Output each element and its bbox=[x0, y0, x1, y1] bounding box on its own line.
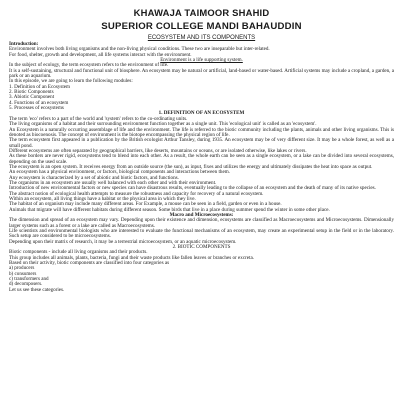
list-item: 4. Functions of an ecosystem bbox=[9, 99, 69, 106]
list-item: d) decomposers. bbox=[9, 281, 43, 288]
module-list bbox=[9, 85, 394, 112]
section-heading: 2. BIOTIC COMPONENTS bbox=[172, 244, 231, 251]
subsection-heading: Macro and Microecosystems: bbox=[169, 212, 234, 218]
body-paragraph: The organisms in an ecosystem are usually well balanced with each other and with their environment. bbox=[9, 179, 217, 186]
intro-paragraph: It is a self-sustaining, structural and functional unit of biosphere. An ecosystem may be natural or artificial, land-based or water-based. Artificial systems may include a cropland, a garden, a park or an aquarium. bbox=[9, 67, 394, 80]
body-paragraph: Different ecosystems are often separated by geographical barriers, like deserts, mountains or oceans, or are isolated otherwise, like lakes or rivers. bbox=[9, 147, 307, 154]
body-paragraph: The habitat of an organism may include many different areas. For Example, a mouse can be seen in a field, garden or even in a house. bbox=[9, 201, 282, 208]
intro-paragraph: Environment involves both living organisms and the non-living physical conditions. These two are inseparable but inter-related. bbox=[9, 46, 270, 53]
list-item: 1. Definition of an Ecosystem bbox=[9, 83, 70, 90]
list-item: b) consumers bbox=[9, 270, 37, 277]
body-paragraph: The living organisms of a habitat and their surrounding environment function together as a single unit. This 'ecological unit' is called as an 'ecosystem'. bbox=[9, 121, 317, 128]
body-paragraph: Introduction of new environmental factors or new species can have disastrous results, eventually leading to the collapse of an ecosystem and the death of many of its native species. bbox=[9, 185, 376, 192]
body-paragraph: Within an ecosystem, all living things have a habitat or the physical area in which they live. bbox=[9, 195, 196, 202]
college-title: SUPERIOR COLLEGE MANDI BAHAUDDIN bbox=[101, 21, 302, 32]
body-paragraph: Any ecosystem is characterized by a set of abiotic and biotic factors, and functions. bbox=[9, 174, 179, 181]
intro-heading: Introduction: bbox=[9, 41, 39, 47]
body-paragraph: The term ecosystem first appeared in a publication by the British ecologist Arthur Tansley, during 1935. An ecosystem may be of very different size. It may be a whole forest, as well as a small pond. bbox=[9, 137, 394, 149]
body-paragraph: An Ecosystem is a naturally occurring assemblage of life and the environment. The life is referred to the biotic community including the plants, animals and other living organisms. This is denoted as biocoenosis. The concept of environment is the biotope encompassing the physical region of life. bbox=[9, 126, 394, 138]
intro-paragraph: For food, shelter, growth and development, all life systems interact with the environment. bbox=[9, 51, 192, 58]
body-paragraph: Life scientists and environmental biologists who are interested to evaluate the functional mechanisms of an ecosystem, may create an experimental setup in the field or in the laboratory. Such setup are considered to be microecosystems. bbox=[9, 228, 394, 240]
category-list bbox=[9, 266, 394, 287]
intro-paragraph: In the subject of ecology, the term ecosystem refers to the environment of life. bbox=[9, 62, 169, 69]
list-item: 2. Biotic Components bbox=[9, 89, 54, 96]
body-paragraph: An ecosystem has a physical environment, or factors, biological components and interactions between them. bbox=[9, 169, 230, 176]
list-item: 3. Abiotic Component bbox=[9, 94, 55, 101]
list-item: 5. Processes of ecosystems bbox=[9, 105, 64, 112]
body-paragraph: The ecosystem is an open system. It receives energy from an outside source (the sun), as input, fixes and utilizes the energy and ultimately dissipates the heat into space as output. bbox=[9, 163, 373, 170]
body-paragraph: Let us see these categories. bbox=[9, 286, 65, 293]
body-paragraph: This group includes all animals, plants, bacteria, fungi and their waste products like fallen leaves or branches or excreta. bbox=[9, 254, 254, 261]
topic-title: ECOSYSTEM AND ITS COMPONENTS bbox=[147, 35, 256, 41]
section-heading: 1. DEFINITION OF AN ECOSYSTEM bbox=[158, 110, 245, 117]
intro-paragraph: In this episode, we are going to learn the following modules: bbox=[9, 78, 133, 85]
body-paragraph: As these borders are never rigid, ecosystems tend to blend into each other. As a result, the whole earth can be seen as a single ecosystem, or a lake can be divided into several ecosystems, depending on the used scale. bbox=[9, 153, 394, 165]
body-paragraph: Animals that migrate will have different habitats during different season. Some birds that live in a place during summer spend the winter in some other place. bbox=[9, 206, 330, 213]
body-paragraph: The dimension and spread of an ecosystem may vary. Depending upon their existence and dimension, ecosystems are classified as Macroecosystems and Microecosystems. Dimensionally larger systems such as a forest or a lake are called as Macroecosystems. bbox=[9, 217, 394, 229]
author-title: KHAWAJA TAIMOOR SHAHID bbox=[133, 7, 270, 18]
list-item: a) producers bbox=[9, 265, 35, 272]
body-paragraph: Biotic components - include all living organisms and their products. bbox=[9, 249, 148, 256]
list-item: c) transformers and bbox=[9, 276, 49, 283]
body-paragraph: The abstract notion of ecological health attempts to measure the robustness and capacity for recovery of a natural ecosystem. bbox=[9, 190, 264, 197]
body-paragraph: Depending upon their matrix of research, it may be a terrestrial microecosystem, or an aquatic microecosystem. bbox=[9, 238, 237, 245]
body-paragraph: Based on their activity, biotic components are classified into four categories as bbox=[9, 260, 170, 267]
intro-highlight: Environment is a life supporting system. bbox=[160, 57, 243, 64]
body-paragraph: The term 'eco' refers to a part of the world and 'system' refers to the co-ordinating units. bbox=[9, 115, 188, 122]
